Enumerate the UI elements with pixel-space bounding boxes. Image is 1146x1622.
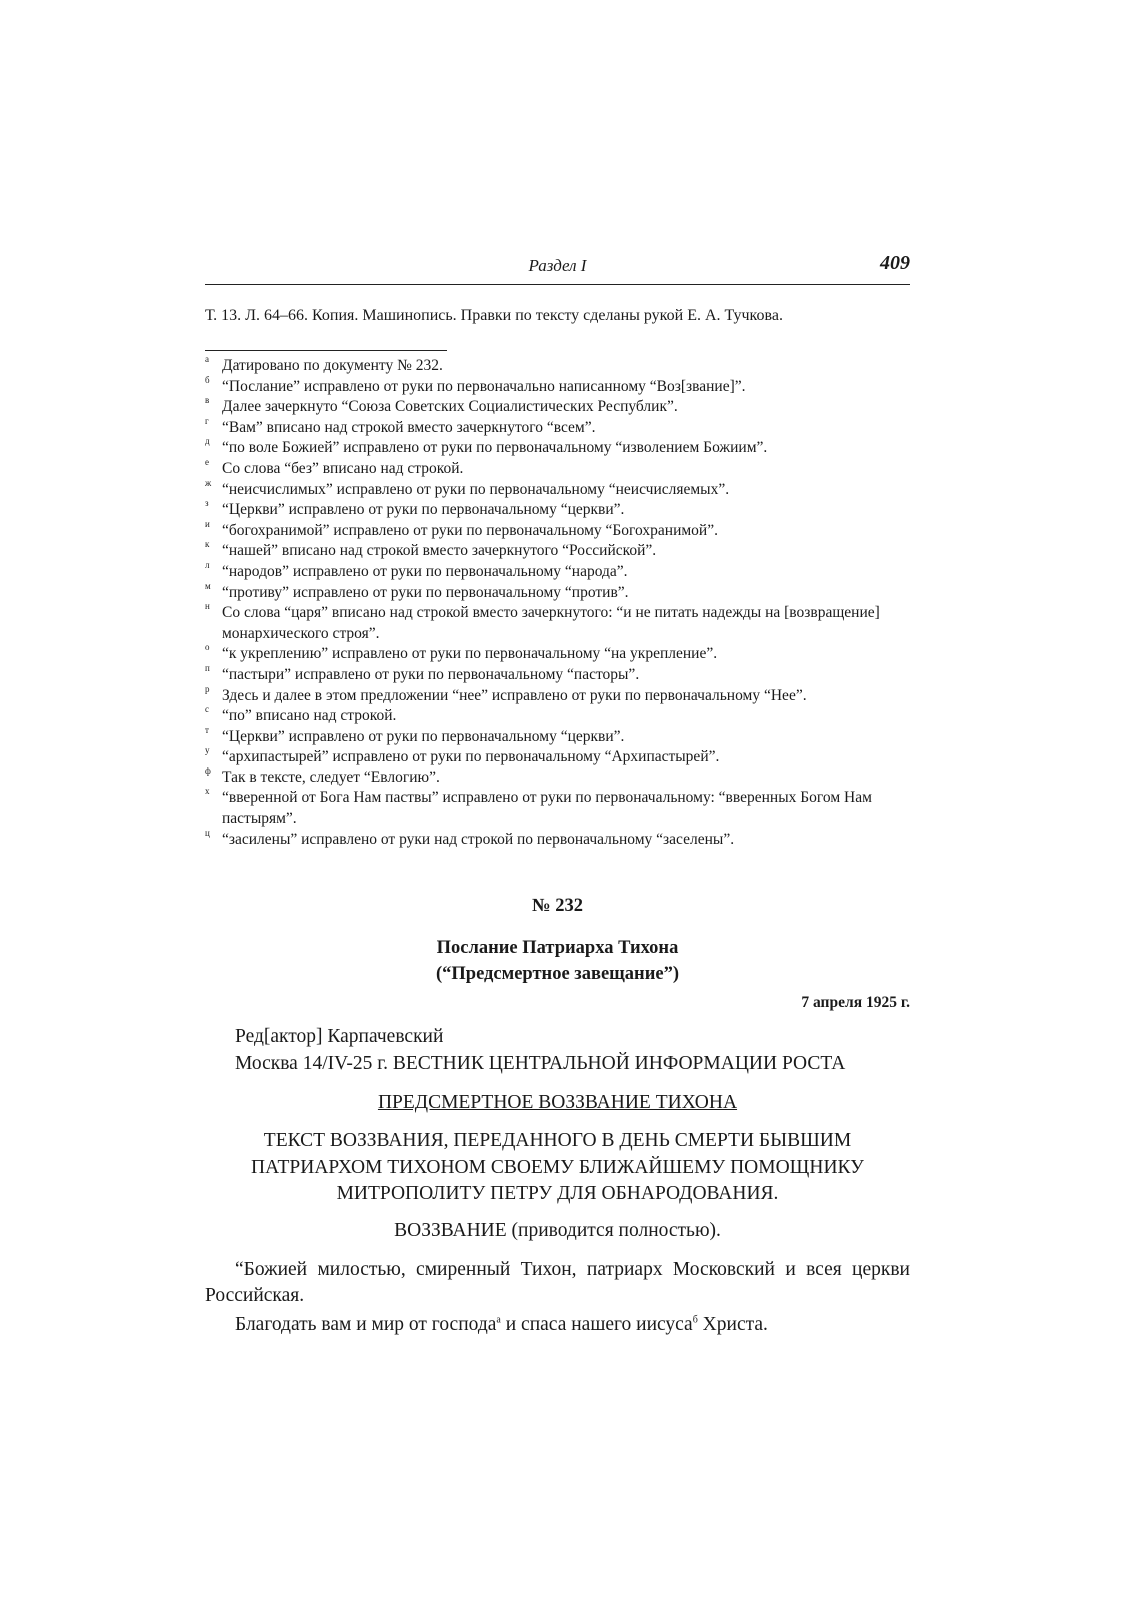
footnote-marker: к bbox=[205, 539, 210, 550]
footnote-text: “нашей” вписано над строкой вместо зачеркнутого “Российской”. bbox=[222, 542, 657, 560]
footnote-marker: б bbox=[205, 374, 210, 385]
footnote-item bbox=[205, 765, 910, 789]
paragraph-text: Христа. bbox=[697, 1314, 768, 1335]
footnote-marker: с bbox=[205, 704, 209, 715]
footnote-text: “противу” исправлено от руки по первоначальному “против”. bbox=[222, 583, 629, 601]
footnote-marker: а bbox=[205, 354, 209, 364]
footnote-text: “к укреплению” исправлено от руки по первоначальному “на укрепление”. bbox=[222, 645, 718, 663]
footnote-text: “засилены” исправлено от руки над строкой по первоначальному “заселены”. bbox=[222, 830, 735, 848]
document-title-line-2: (“Предсмертное завещание”) bbox=[435, 964, 679, 984]
footnote-marker: о bbox=[205, 642, 210, 653]
appeal-heading: ПРЕДСМЕРТНОЕ ВОЗЗВАНИЕ ТИХОНА bbox=[377, 1092, 738, 1113]
paragraph-text: Благодать вам и мир от господа bbox=[235, 1314, 497, 1335]
publication-source-line: Москва 14/IV-25 г. ВЕСТНИК ЦЕНТРАЛЬНОЙ ИНФОРМАЦИИ РОСТА bbox=[235, 1053, 846, 1074]
footnote-marker: ж bbox=[205, 477, 212, 488]
footnote-text: “Церкви” исправлено от руки по первоначальному “церкви”. bbox=[222, 501, 625, 519]
section-title: Раздел I bbox=[528, 256, 587, 275]
footnote-item bbox=[205, 415, 910, 439]
footnote-item bbox=[205, 747, 910, 768]
footnote-marker: е bbox=[205, 456, 209, 467]
footnote-item bbox=[205, 683, 910, 707]
footnote-marker: т bbox=[205, 724, 209, 735]
paragraph-text: и спаса нашего иисуса bbox=[500, 1314, 693, 1335]
appeal-label: ВОЗЗВАНИЕ (приводится полностью). bbox=[394, 1220, 721, 1241]
body-paragraph: “Божией милостью, смиренный Тихон, патриарх Московский и всея церкви Российская. bbox=[205, 1259, 910, 1306]
footnote-item bbox=[205, 500, 910, 521]
footnote-marker: х bbox=[205, 786, 210, 797]
footnote-marker: н bbox=[205, 601, 210, 612]
footnote-item bbox=[205, 438, 910, 459]
footnote-divider bbox=[205, 350, 447, 351]
footnote-marker: и bbox=[205, 518, 210, 529]
footnote-item bbox=[205, 827, 910, 851]
footnote-reference[interactable]: а bbox=[496, 1314, 501, 1326]
footnote-text: Так в тексте, следует “Евлогию”. bbox=[222, 768, 440, 786]
footnote-marker: ф bbox=[205, 765, 211, 776]
body-paragraph bbox=[205, 1311, 910, 1338]
footnote-text: “архипастырей” исправлено от руки по первоначальному “Архипастырей”. bbox=[222, 748, 720, 766]
footnote-text: Далее зачеркнуто “Союза Советских Социалистических Республик”. bbox=[222, 398, 678, 416]
footnote-marker: г bbox=[205, 415, 209, 426]
appeal-subheading: ТЕКСТ ВОЗЗВАНИЯ, ПЕРЕДАННОГО В ДЕНЬ СМЕРТИ БЫВШИМ ПАТРИАРХОМ ТИХОНОМ СВОЕМУ БЛИЖАЙШЕМУ ПОМОЩНИКУ МИТРОПОЛИТУ ПЕТРУ ДЛЯ ОБНАРОДОВАНИЯ. bbox=[251, 1130, 864, 1204]
footnote-marker: п bbox=[205, 662, 210, 673]
footnote-text: “Вам” вписано над строкой вместо зачеркнутого “всем”. bbox=[222, 418, 596, 436]
footnote-item bbox=[205, 662, 910, 686]
footnote-item bbox=[205, 706, 910, 727]
footnote-item bbox=[205, 456, 910, 480]
footnote-text: “пастыри” исправлено от руки по первоначальному “пасторы”. bbox=[222, 665, 640, 683]
footnote-text: “по воле Божией” исправлено от руки по первоначальному “изволением Божиим”. bbox=[222, 439, 768, 457]
footnote-text: “народов” исправлено от руки по первоначальному “народа”. bbox=[222, 562, 628, 580]
footnote-text: Со слова “царя” вписано над строкой вместо зачеркнутого: “и не питать надежды на [возвращение] монархического строя”. bbox=[222, 604, 880, 642]
document-date: 7 апреля 1925 г. bbox=[801, 994, 910, 1011]
footnote-marker: р bbox=[205, 683, 210, 694]
footnote-marker: д bbox=[205, 436, 210, 447]
footnote-item bbox=[205, 559, 910, 583]
footnote-text: “богохранимой” исправлено от руки по первоначальному “Богохранимой”. bbox=[222, 521, 718, 539]
footnote-item bbox=[205, 477, 910, 501]
page-number: 409 bbox=[880, 252, 910, 274]
footnote-item bbox=[205, 541, 910, 562]
footnote-item bbox=[205, 724, 910, 748]
footnote-item bbox=[205, 788, 910, 829]
document-title bbox=[205, 935, 910, 987]
footnote-text: Датировано по документу № 232. bbox=[222, 357, 443, 374]
footnote-text: Здесь и далее в этом предложении “нее” исправлено от руки по первоначальному “Нее”. bbox=[222, 686, 807, 704]
editor-line: Ред[актор] Карпачевский bbox=[235, 1026, 444, 1047]
footnote-text: “вверенной от Бога Нам паствы” исправлено от руки по первоначальному: “вверенных Богом Нам пастырям”. bbox=[222, 789, 872, 828]
footnote-marker: у bbox=[205, 745, 210, 756]
footnote-item bbox=[205, 356, 910, 377]
footnote-marker: в bbox=[205, 395, 210, 406]
footnote-text: “неисчислимых” исправлено от руки по первоначальному “неисчисляемых”. bbox=[222, 480, 730, 498]
footnote-marker: з bbox=[205, 498, 209, 509]
archival-source-note: Т. 13. Л. 64–66. Копия. Машинопись. Правки по тексту сделаны рукой Е. А. Тучкова. bbox=[205, 307, 783, 324]
footnote-marker: м bbox=[205, 580, 211, 591]
document-title-line-1: Послание Патриарха Тихона bbox=[436, 938, 679, 958]
footnote-text: “Церкви” исправлено от руки по первоначальному “церкви”. bbox=[222, 727, 625, 745]
footnote-item bbox=[205, 518, 910, 542]
running-header bbox=[205, 250, 910, 285]
footnote-item bbox=[205, 397, 910, 418]
footnote-item bbox=[205, 580, 910, 604]
footnote-marker: л bbox=[205, 559, 210, 570]
footnote-text: “Послание” исправлено от руки по первоначально написанному “Воз[звание]”. bbox=[222, 377, 746, 395]
footnote-item bbox=[205, 374, 910, 398]
footnote-item bbox=[205, 603, 910, 644]
footnote-text: “по” вписано над строкой. bbox=[222, 707, 397, 725]
document-number: № 232 bbox=[532, 896, 583, 916]
footnote-item bbox=[205, 644, 910, 665]
footnotes-list bbox=[205, 356, 910, 850]
footnote-reference[interactable]: б bbox=[692, 1314, 698, 1326]
footnote-text: Со слова “без” вписано над строкой. bbox=[222, 459, 464, 477]
footnote-marker: ц bbox=[205, 827, 210, 838]
